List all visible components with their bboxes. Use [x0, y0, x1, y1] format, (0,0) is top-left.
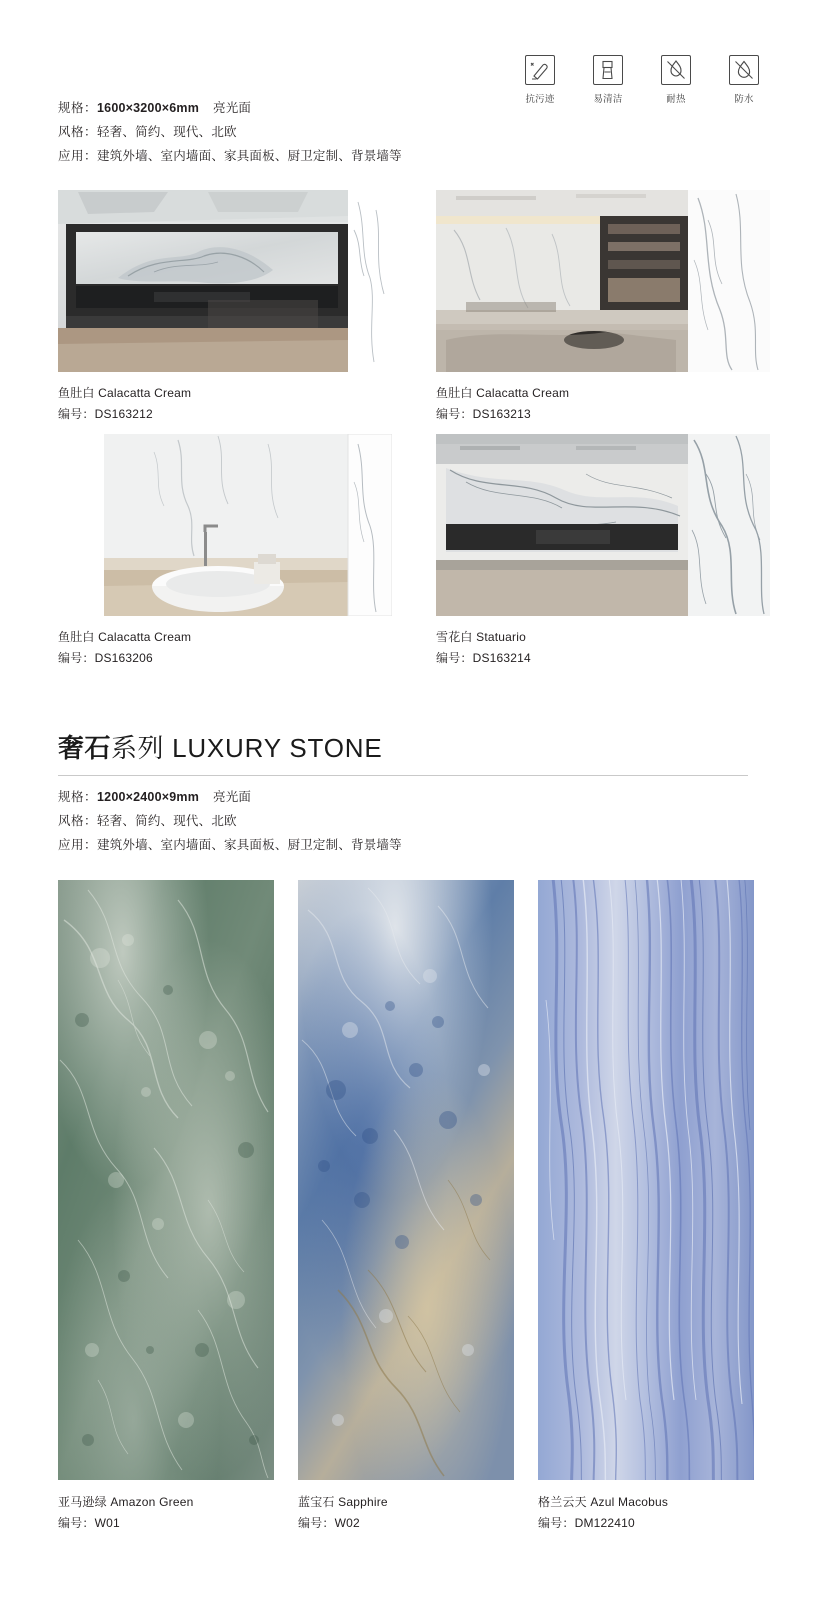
- product-photo-ds163214: [436, 434, 770, 616]
- spec-block-top: [58, 96, 658, 168]
- feature-item-heat-resistant: [654, 55, 698, 105]
- spec-style-label: 风格：: [58, 814, 98, 828]
- product-code: 编号：DS163214: [436, 651, 531, 665]
- spec-style-line: [58, 120, 658, 144]
- spec-style-label: 风格：: [58, 125, 98, 139]
- product-grid-bottom: [58, 880, 770, 1534]
- product-card[interactable]: [58, 434, 392, 669]
- product-code: 编号：DS163213: [436, 407, 531, 421]
- spec-block-bottom: [58, 785, 658, 857]
- spec-size-line: [58, 96, 658, 120]
- product-name: 鱼肚白 Calacatta Cream: [436, 386, 570, 400]
- product-code: 编号：DS163206: [58, 651, 153, 665]
- series-title-en-text: LUXURY STONE: [172, 733, 383, 763]
- series-title-en: [164, 733, 172, 763]
- product-name: 雪花白 Statuario: [436, 630, 526, 644]
- anti-stain-icon: [525, 55, 555, 85]
- product-card[interactable]: [436, 190, 770, 425]
- product-grid-top-row2: [58, 434, 770, 669]
- spec-application-value: 建筑外墙、室内墙面、家具面板、厨卫定制、背景墙等: [97, 149, 402, 163]
- product-name: 鱼肚白 Calacatta Cream: [58, 630, 192, 644]
- product-card[interactable]: [298, 880, 514, 1534]
- series-title: [58, 728, 748, 765]
- series-title-cn-bold: 奢石: [58, 733, 112, 763]
- feature-label: 耐热: [666, 94, 686, 105]
- product-grid-top: [58, 190, 770, 425]
- product-name: 亚马逊绿 Amazon Green: [58, 1495, 194, 1509]
- feature-label: 防水: [734, 94, 754, 105]
- slab-sapphire: [298, 880, 514, 1480]
- spec-size-line: [58, 785, 658, 809]
- spec-size-finish: 亮光面: [213, 101, 252, 115]
- slab-amazon-green: [58, 880, 274, 1480]
- product-card[interactable]: [538, 880, 754, 1534]
- spec-application-label: 应用：: [58, 838, 98, 852]
- product-card[interactable]: [436, 434, 770, 669]
- product-name: 蓝宝石 Sapphire: [298, 1495, 388, 1509]
- product-code: 编号：W01: [58, 1516, 120, 1530]
- feature-label: 易清洁: [593, 94, 623, 105]
- product-name: 鱼肚白 Calacatta Cream: [58, 386, 192, 400]
- waterproof-icon: [729, 55, 759, 85]
- feature-label: 抗污迹: [525, 94, 555, 105]
- product-card[interactable]: [58, 880, 274, 1534]
- product-code: 编号：W02: [298, 1516, 360, 1530]
- slab-azul-macobus: [538, 880, 754, 1480]
- spec-application-value: 建筑外墙、室内墙面、家具面板、厨卫定制、背景墙等: [97, 838, 402, 852]
- product-card[interactable]: [58, 190, 392, 425]
- spec-size-label: 规格：: [58, 101, 98, 115]
- spec-size-value: 1600×3200×6mm: [97, 101, 200, 115]
- feature-item-waterproof: [722, 55, 766, 105]
- spec-size-label: 规格：: [58, 790, 98, 804]
- spec-style-value: 轻奢、简约、现代、北欧: [97, 125, 237, 139]
- spec-style-line: [58, 809, 658, 833]
- heat-resistant-icon: [661, 55, 691, 85]
- spec-application-label: 应用：: [58, 149, 98, 163]
- spec-application-line: [58, 144, 658, 168]
- series-heading: [58, 728, 748, 776]
- spec-style-value: 轻奢、简约、现代、北欧: [97, 814, 237, 828]
- product-photo-ds163206: [58, 434, 392, 616]
- product-name: 格兰云天 Azul Macobus: [538, 1495, 669, 1509]
- spec-size-value: 1200×2400×9mm: [97, 790, 200, 804]
- product-code: 编号：DS163212: [58, 407, 153, 421]
- product-photo-ds163212: [58, 190, 392, 372]
- product-photo-ds163213: [436, 190, 770, 372]
- slab-swatch-inset: [348, 190, 392, 372]
- spec-application-line: [58, 833, 658, 857]
- series-divider: [58, 775, 748, 776]
- product-code: 编号：DM122410: [538, 1516, 635, 1530]
- series-title-cn: 系列: [111, 733, 165, 763]
- spec-size-finish: 亮光面: [213, 790, 252, 804]
- easy-clean-icon: [593, 55, 623, 85]
